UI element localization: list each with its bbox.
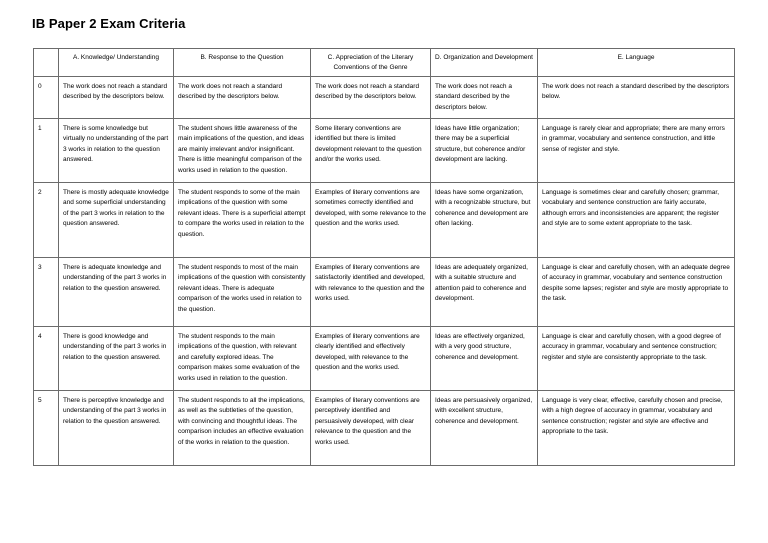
criterion-e-cell: Language is clear and carefully chosen, with an adequate degree of accuracy in grammar, vocabulary and sentence construction despite some lapses; register and style are mostly appropriate to the task. (538, 258, 735, 327)
criterion-e-cell: Language is clear and carefully chosen, with a good degree of accuracy in grammar, vocabulary and sentence construction; register and style are consistently appropriate to the task. (538, 327, 735, 391)
band-row-4 (34, 327, 735, 391)
criterion-e-cell: The work does not reach a standard described by the descriptors below. (538, 77, 735, 119)
criterion-a-cell: The work does not reach a standard described by the descriptors below. (59, 77, 174, 119)
criterion-e-cell: Language is sometimes clear and carefully chosen; grammar, vocabulary and sentence construction are fairly accurate, although errors and inconsistencies are apparent; the register and style are to some extent appropriate to the task. (538, 183, 735, 258)
criterion-e-cell: Language is rarely clear and appropriate; there are many errors in grammar, vocabulary and sentence construction, and little sense of register and style. (538, 119, 735, 183)
band-number: 4 (34, 327, 59, 391)
criterion-a-cell: There is mostly adequate knowledge and some superficial understanding of the part 3 works in relation to the question answered. (59, 183, 174, 258)
criterion-d-cell: Ideas are persuasively organized, with excellent structure, coherence and development. (431, 391, 538, 466)
criterion-d-cell: Ideas have little organization; there may be a superficial structure, but coherence and/or development are lacking. (431, 119, 538, 183)
band-row-2 (34, 183, 735, 258)
criterion-c-cell: Examples of literary conventions are sometimes correctly identified and developed, with some relevance to the question and the works used. (311, 183, 431, 258)
criterion-b-cell: The student responds to the main implications of the question, with relevant and carefully explored ideas. The comparison makes some evaluation of the works used in relation to the question. (174, 327, 311, 391)
page-title: IB Paper 2 Exam Criteria (32, 16, 186, 31)
criterion-c-cell: Examples of literary conventions are perceptively identified and persuasively developed, with clear relevance to the question and the works used. (311, 391, 431, 466)
band-number: 1 (34, 119, 59, 183)
criterion-d-cell: Ideas are adequately organized, with a suitable structure and attention paid to coherence and development. (431, 258, 538, 327)
criterion-d-header: D. Organization and Development (431, 49, 538, 77)
criterion-a-cell: There is adequate knowledge and understanding of the part 3 works in relation to the question answered. (59, 258, 174, 327)
band-row-3 (34, 258, 735, 327)
band-number: 5 (34, 391, 59, 466)
criterion-d-cell: Ideas have some organization, with a recognizable structure, but coherence and development are often lacking. (431, 183, 538, 258)
criterion-b-cell: The student shows little awareness of the main implications of the question, and ideas are mainly irrelevant and/or insignificant. There is little meaningful comparison of the works used in relation to the question. (174, 119, 311, 183)
band-number: 2 (34, 183, 59, 258)
criterion-c-cell: The work does not reach a standard described by the descriptors below. (311, 77, 431, 119)
criterion-b-cell: The student responds to all the implications, as well as the subtleties of the question, with convincing and thoughtful ideas. The comparison includes an effective evaluation of the works in relation to the question. (174, 391, 311, 466)
criterion-a-cell: There is perceptive knowledge and understanding of the part 3 works in relation to the question answered. (59, 391, 174, 466)
criterion-b-cell: The work does not reach a standard described by the descriptors below. (174, 77, 311, 119)
criterion-a-header: A. Knowledge/ Understanding (59, 49, 174, 77)
criterion-c-cell: Examples of literary conventions are satisfactorily identified and developed, with relevance to the question and the works used. (311, 258, 431, 327)
criterion-c-cell: Examples of literary conventions are clearly identified and effectively developed, with relevance to the question and the works used. (311, 327, 431, 391)
band-row-5 (34, 391, 735, 466)
criterion-e-header: E. Language (538, 49, 735, 77)
criterion-a-cell: There is good knowledge and understanding of the part 3 works in relation to the question answered. (59, 327, 174, 391)
criterion-e-cell: Language is very clear, effective, carefully chosen and precise, with a high degree of accuracy in grammar, vocabulary and sentence construction; register and style are effective and appropriate to the task. (538, 391, 735, 466)
band-number: 0 (34, 77, 59, 119)
criterion-c-header: C. Appreciation of the Literary Conventions of the Genre (311, 49, 431, 77)
band-row-1 (34, 119, 735, 183)
criterion-b-cell: The student responds to most of the main implications of the question with consistently relevant ideas. There is adequate comparison of the works used in relation to the question. (174, 258, 311, 327)
band-row-0 (34, 77, 735, 119)
criterion-d-cell: The work does not reach a standard described by the descriptors below. (431, 77, 538, 119)
criterion-a-cell: There is some knowledge but virtually no understanding of the part 3 works in relation to the question answered. (59, 119, 174, 183)
header-row (34, 49, 735, 77)
criterion-b-cell: The student responds to some of the main implications of the question with some relevant ideas. There is a superficial attempt to compare the works used in relation to the question. (174, 183, 311, 258)
criteria-table (33, 48, 735, 466)
criterion-c-cell: Some literary conventions are identified but there is limited development relevant to the question and/or the works used. (311, 119, 431, 183)
band-column-header (34, 49, 59, 77)
band-number: 3 (34, 258, 59, 327)
criterion-b-header: B. Response to the Question (174, 49, 311, 77)
criterion-d-cell: Ideas are effectively organized, with a very good structure, coherence and development. (431, 327, 538, 391)
